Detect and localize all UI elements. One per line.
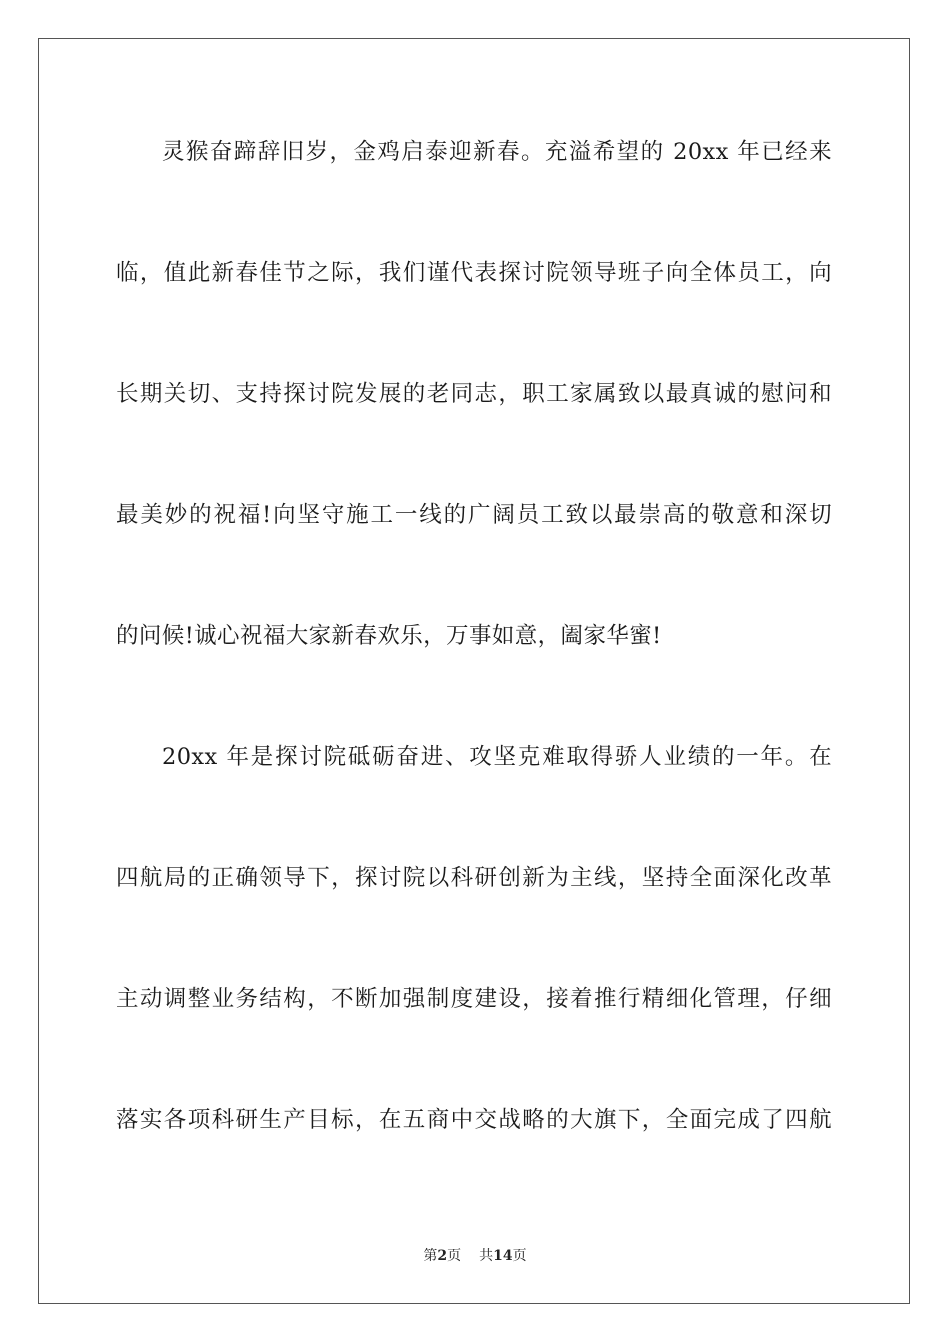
footer-total-prefix: 共 [479, 1248, 494, 1264]
footer-total-suffix: 页 [512, 1248, 527, 1264]
paragraph-line: 长期关切、支持探讨院发展的老同志，职工家属致以最真诚的慰问和 [116, 381, 832, 407]
paragraph-line: 最美妙的祝福!向坚守施工一线的广阔员工致以最崇高的敬意和深切 [116, 502, 832, 528]
paragraph-line: 的问候!诚心祝福大家新春欢乐，万事如意，阖家华蜜! [116, 623, 662, 649]
paragraph-line: 落实各项科研生产目标，在五商中交战略的大旗下，全面完成了四航 [116, 1107, 832, 1133]
paragraph-line: 灵猴奋蹄辞旧岁，金鸡启泰迎新春。充溢希望的 20xx 年已经来 [162, 139, 832, 165]
footer-total-pages: 14 [493, 1248, 513, 1264]
paragraph-line: 主动调整业务结构，不断加强制度建设，接着推行精细化管理，仔细 [116, 986, 832, 1012]
paragraph-line: 四航局的正确领导下，探讨院以科研创新为主线，坚持全面深化改革 [116, 865, 832, 891]
footer-page-prefix: 第 [423, 1248, 438, 1264]
footer-page-suffix: 页 [447, 1248, 462, 1264]
footer-page-number: 2 [437, 1248, 448, 1264]
paragraph-line: 20xx 年是探讨院砥砺奋进、攻坚克难取得骄人业绩的一年。在 [162, 744, 832, 770]
paragraph-line: 临，值此新春佳节之际，我们谨代表探讨院领导班子向全体员工，向 [116, 260, 832, 286]
page-footer [0, 1246, 950, 1266]
